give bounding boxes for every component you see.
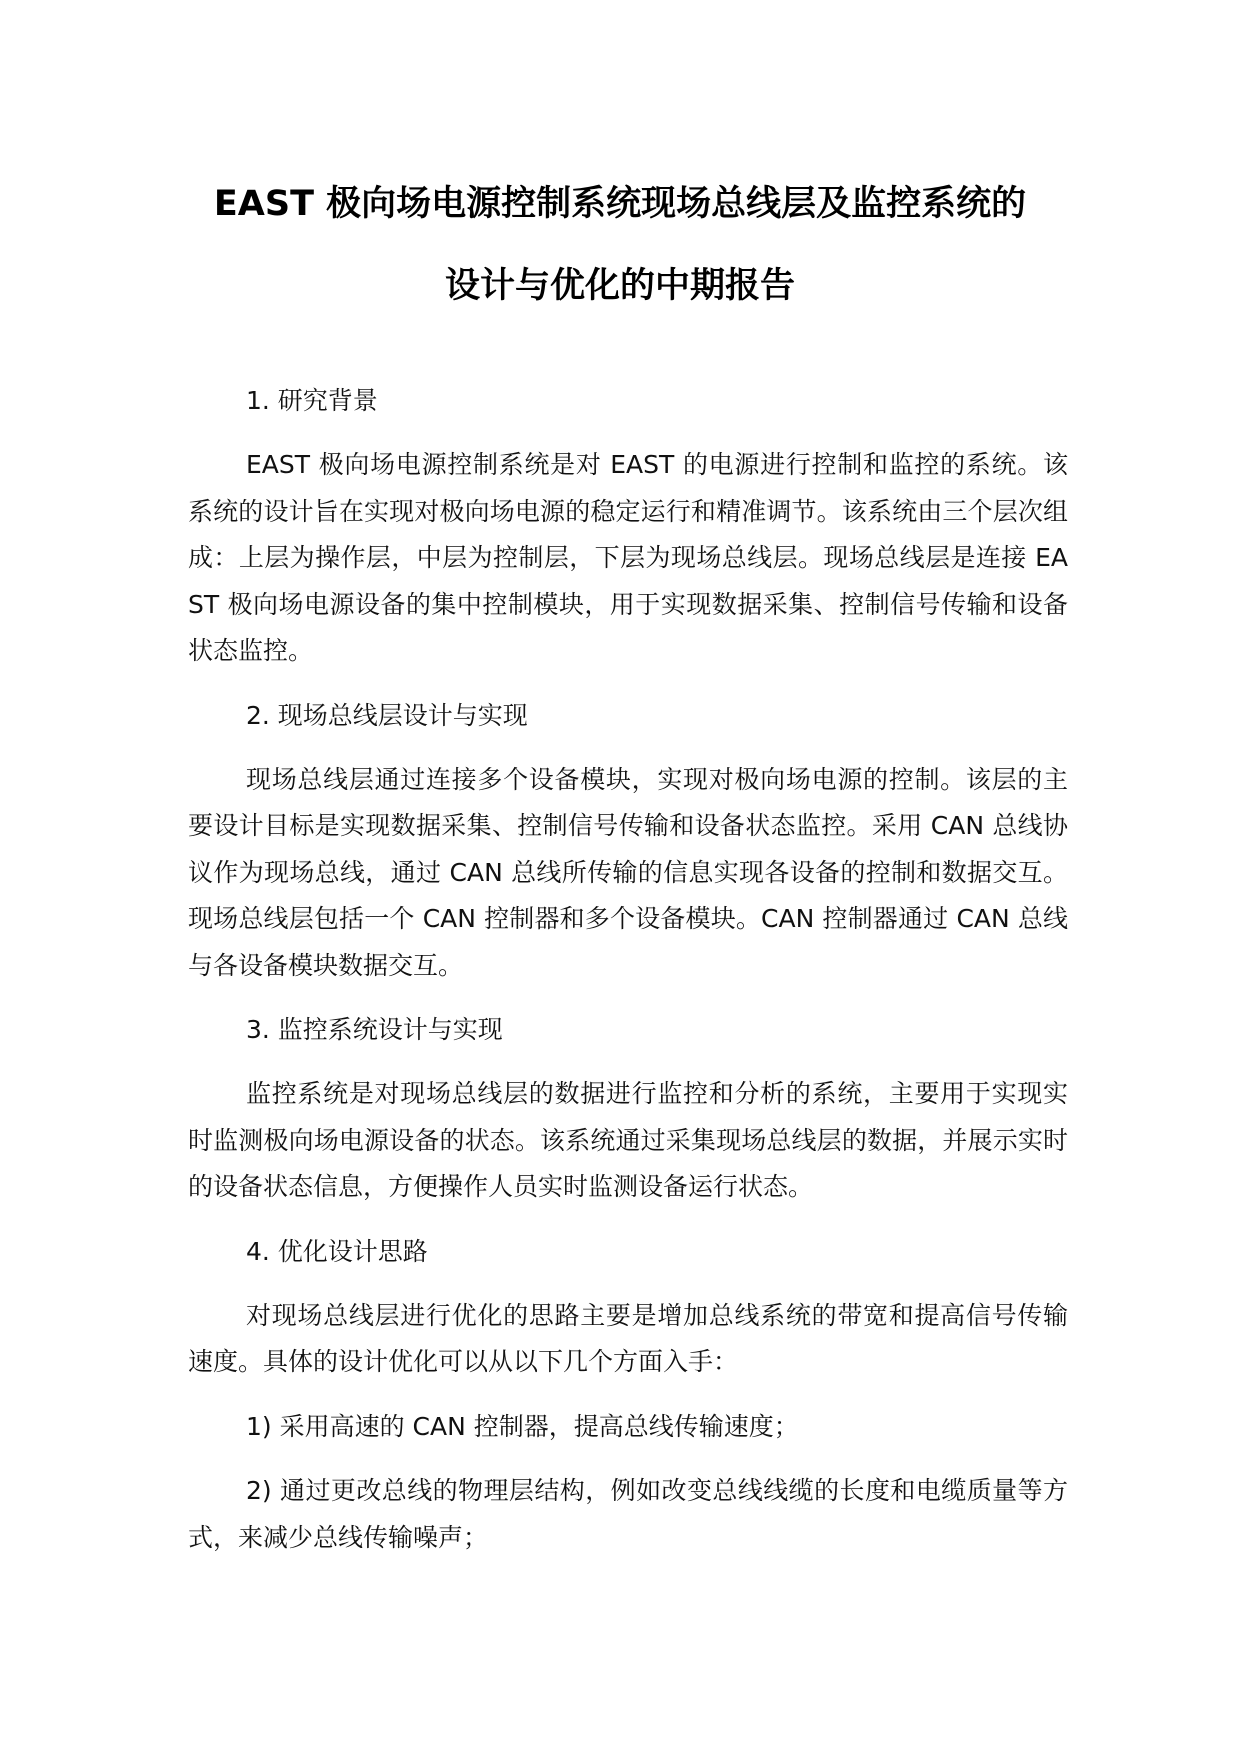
section-heading-background: 1. 研究背景 <box>246 386 378 415</box>
list-item: 2) 通过更改总线的物理层结构，例如改变总线线缆的长度和电缆质量等方式，来减少总线传输噪声； <box>188 1476 1068 1552</box>
section-paragraph-optimization: 对现场总线层进行优化的思路主要是增加总线系统的带宽和提高信号传输速度。具体的设计优化可以从以下几个方面入手： <box>188 1300 1068 1376</box>
document-title-line-2: 设计与优化的中期报告 <box>444 266 795 306</box>
list-item: 1) 采用高速的 CAN 控制器，提高总线传输速度； <box>246 1411 799 1441</box>
document-title-line-1: EAST 极向场电源控制系统现场总线层及监控系统的 <box>213 184 1027 224</box>
document-body <box>188 378 1068 1561</box>
section-paragraph-fieldbus: 现场总线层通过连接多个设备模块，实现对极向场电源的控制。该层的主要设计目标是实现数据采集、控制信号传输和设备状态监控。采用 CAN 总线协议作为现场总线，通过 CAN 总线所传输的信息实现各设备的控制和数据交互。现场总线层包括一个 CAN 控制器和多个设备模块。CAN 控制器通过 CAN 总线与各设备模块数据交互。 <box>188 764 1068 980</box>
section-heading-monitoring: 3. 监控系统设计与实现 <box>246 1015 503 1044</box>
section-heading-fieldbus: 2. 现场总线层设计与实现 <box>246 700 528 730</box>
section-heading-optimization: 4. 优化设计思路 <box>246 1236 428 1266</box>
section-paragraph-monitoring: 监控系统是对现场总线层的数据进行监控和分析的系统，主要用于实现实时监测极向场电源设备的状态。该系统通过采集现场总线层的数据，并展示实时的设备状态信息，方便操作人员实时监测设备运行状态。 <box>188 1079 1068 1201</box>
section-paragraph-background: EAST 极向场电源控制系统是对 EAST 的电源进行控制和监控的系统。该系统的设计旨在实现对极向场电源的稳定运行和精准调节。该系统由三个层次组成：上层为操作层，中层为控制层，下层为现场总线层。现场总线层是连接 EAST 极向场电源设备的集中控制模块，用于实现数据采集、控制信号传输和设备状态监控。 <box>188 450 1068 665</box>
